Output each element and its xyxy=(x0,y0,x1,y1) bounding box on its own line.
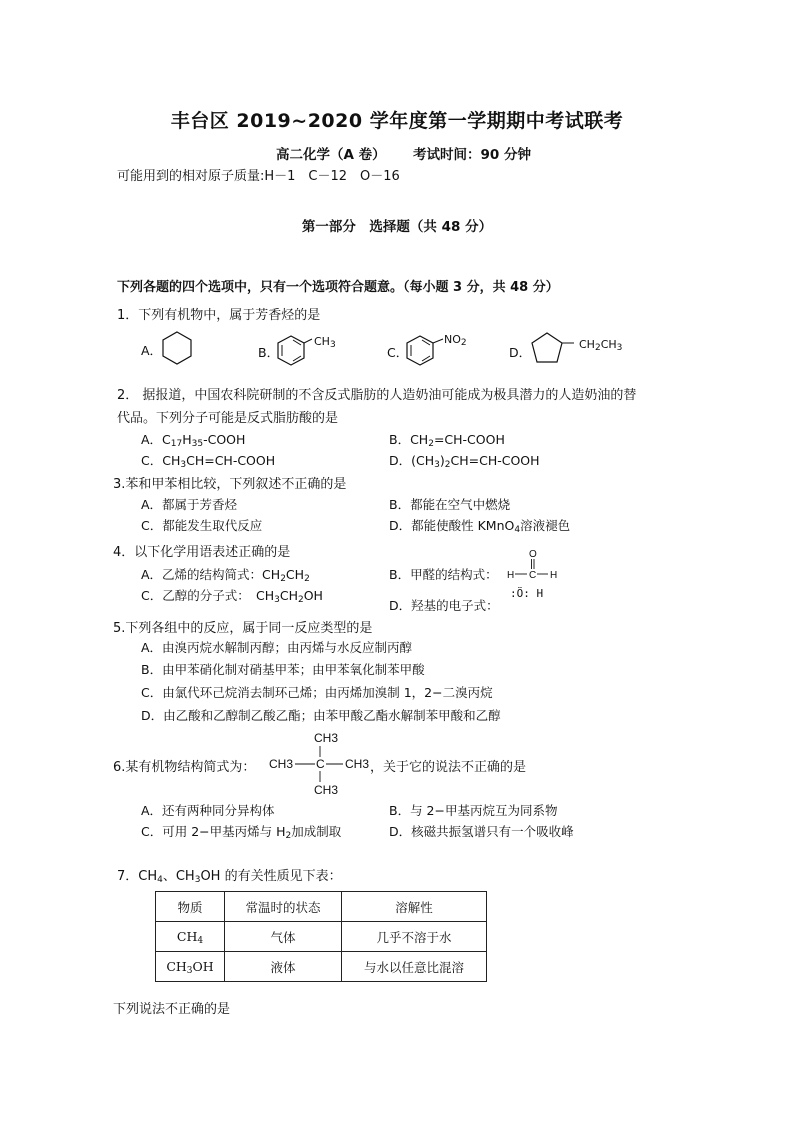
q5-option-c: C．由氯代环己烷消去制环己烯；由丙烯加溴制 1，2−二溴丙烷 xyxy=(141,685,493,700)
q4-stem: 4．以下化学用语表述正确的是 xyxy=(113,545,291,560)
q4-option-b: B．甲醛的结构式： xyxy=(389,567,498,582)
neopentane-ch3-top: CH3 xyxy=(314,731,339,745)
q4-option-a: A．乙烯的结构简式：$CH_2CH_2$ xyxy=(141,567,310,584)
cyclohexane-structure xyxy=(159,330,195,366)
q5-option-d: D．由乙酸和乙醇制乙酸乙酯；由苯甲酸乙酯水解制苯甲酸和乙醇 xyxy=(141,708,501,723)
q3-option-d: D．都能使酸性 KMnO$_4$溶液褪色 xyxy=(389,518,571,535)
ethylcyclopentane-structure xyxy=(529,330,581,368)
formaldehyde-h-left: H xyxy=(507,570,515,581)
table-cell: 与水以任意比混溶 xyxy=(342,952,487,982)
q4-option-d: D．羟基的电子式： xyxy=(389,598,499,613)
table-row xyxy=(156,922,487,952)
q2-line2: 代品。下列分子可能是反式脂肪酸的是 xyxy=(117,411,339,426)
part1-heading: 第一部分 选择题（共 48 分） xyxy=(301,219,493,235)
q7-followup: 下列说法不正确的是 xyxy=(113,1002,231,1017)
q6-option-b: B．与 2−甲基丙烷互为同系物 xyxy=(389,803,558,818)
q1-option-c-label: C． xyxy=(387,345,409,360)
neopentane-ch3-bottom: CH3 xyxy=(314,783,339,797)
nitrobenzene-structure xyxy=(403,332,449,368)
q2-option-d: D．$(CH_3)_2CH=CH$-COOH xyxy=(389,453,540,470)
table-header-row xyxy=(156,892,487,922)
q1-option-d-label: D． xyxy=(509,345,532,360)
q5-option-b: B．由甲苯硝化制对硝基甲苯；由甲苯氧化制苯甲酸 xyxy=(141,662,425,677)
hydroxyl-electron-formula: :Ö: H xyxy=(510,587,544,600)
neopentane-ch3-right: CH3 xyxy=(345,757,370,771)
table-cell: 气体 xyxy=(225,922,342,952)
q3-option-b: B．都能在空气中燃烧 xyxy=(389,497,511,512)
table-cell: $CH_4$ xyxy=(156,922,225,952)
q1-b-substituent: $CH_3$ xyxy=(314,335,336,350)
atomic-mass-note: 可能用到的相对原子质量:H－1 C－12 O－16 xyxy=(117,169,400,184)
table-cell: 液体 xyxy=(225,952,342,982)
exam-time: 考试时间：90 分钟 xyxy=(413,147,531,163)
q2-option-b: B．$CH_2=CH$-COOH xyxy=(389,432,505,449)
table-header: 常温时的状态 xyxy=(225,892,342,922)
q3-option-c: C．都能发生取代反应 xyxy=(141,518,263,533)
q6-option-a: A．还有两种同分异构体 xyxy=(141,803,275,818)
q6-stem-suffix: ，关于它的说法不正确的是 xyxy=(370,760,527,775)
neopentane-c: C xyxy=(316,757,325,771)
formaldehyde-o: O xyxy=(529,549,537,560)
exam-title: 丰台区 2019~2020 学年度第一学期期中考试联考 xyxy=(170,110,624,132)
q1-c-substituent: $NO_2$ xyxy=(444,333,467,348)
q5-option-a: A．由溴丙烷水解制丙醇；由丙烯与水反应制丙醇 xyxy=(141,640,413,655)
q3-option-a: A．都属于芳香烃 xyxy=(141,497,238,512)
q2-option-c: C．$CH_3CH=CH$-COOH xyxy=(141,453,276,470)
neopentane-ch3-left: CH3 xyxy=(269,757,294,771)
formaldehyde-c: C xyxy=(529,570,537,581)
part1-instruction: 下列各题的四个选项中，只有一个选项符合题意。（每小题 3 分，共 48 分） xyxy=(117,280,559,295)
q5-stem: 5.下列各组中的反应，属于同一反应类型的是 xyxy=(113,621,373,636)
exam-subject: 高二化学（A 卷） xyxy=(276,147,386,163)
table-row xyxy=(156,952,487,982)
q1-d-substituent: $CH_2CH_3$ xyxy=(579,338,623,353)
table-header: 物质 xyxy=(156,892,225,922)
q7-stem: 7．$CH_4$、$CH_3OH$ 的有关性质见下表： xyxy=(117,869,342,885)
q6-stem-prefix: 6.某有机物结构简式为： xyxy=(113,760,256,775)
q2-line1: 2． 据报道，中国农科院研制的不含反式脂肪的人造奶油可能成为极具潜力的人造奶油的替 xyxy=(117,388,637,403)
table-header: 溶解性 xyxy=(342,892,487,922)
q1-stem: 1．下列有机物中，属于芳香烃的是 xyxy=(117,308,321,323)
neopentane-structure xyxy=(266,728,378,798)
q1-option-b-label: B． xyxy=(258,345,280,360)
q1-option-a-label: A． xyxy=(141,343,163,358)
q6-option-c: C．可用 2−甲基丙烯与 $H_2$加成制取 xyxy=(141,824,342,841)
q6-option-d: D．核磁共振氢谱只有一个吸收峰 xyxy=(389,824,574,839)
table-cell: 几乎不溶于水 xyxy=(342,922,487,952)
table-cell: $CH_3OH$ xyxy=(156,952,225,982)
formaldehyde-h-right: H xyxy=(550,570,558,581)
q2-option-a: A．$C_{17}H_{35}$-COOH xyxy=(141,432,246,449)
formaldehyde-structure xyxy=(505,547,561,583)
properties-table xyxy=(155,891,487,982)
q3-stem: 3.苯和甲苯相比较，下列叙述不正确的是 xyxy=(113,477,347,492)
q4-option-c: C．乙醇的分子式： $CH_3CH_2OH$ xyxy=(141,588,323,605)
